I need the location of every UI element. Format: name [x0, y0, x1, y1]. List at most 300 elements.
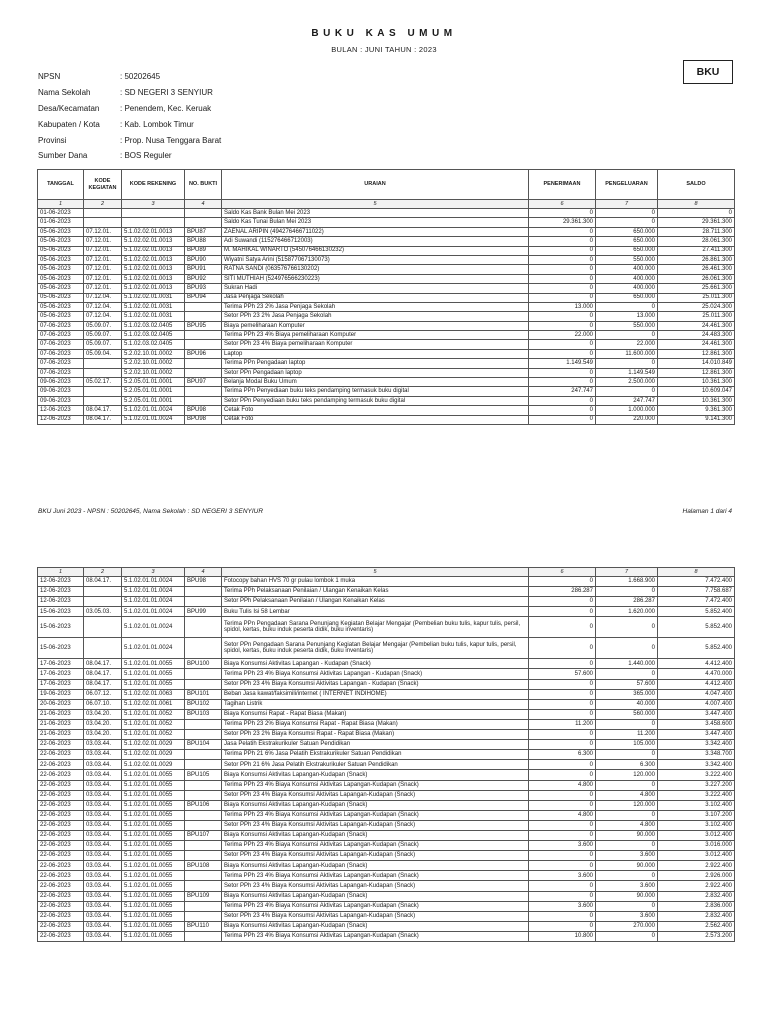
cell-balance: 7.472.400 — [658, 597, 735, 607]
cell-receipt-no — [185, 302, 222, 311]
cell-activity-code: 08.04.17. — [84, 415, 122, 424]
cell-description: Terima PPh 23 4% Biaya Konsumsi Aktivitas Lapangan - Kudapan (Snack) — [222, 669, 529, 679]
cell-activity-code: 03.03.44. — [84, 800, 122, 810]
cell-balance: 3.458.600 — [658, 719, 735, 729]
cell-description: Setor PPh 23 4% Biaya Konsumsi Aktivitas Lapangan-Kudapan (Snack) — [222, 790, 529, 800]
cell-receipt-no — [185, 331, 222, 340]
info-label: Sumber Dana — [38, 151, 88, 161]
table-row — [38, 790, 735, 800]
cell-receipt-no — [185, 638, 222, 659]
cell-expense: 3.600 — [596, 851, 658, 861]
cell-account-code — [122, 209, 185, 218]
cell-account-code: 5.1.02.01.01.0055 — [122, 669, 185, 679]
cell-balance: 2.922.400 — [658, 861, 735, 871]
cell-date: 12-06-2023 — [38, 415, 84, 424]
cell-description: Setor PPh 23 4% Biaya Konsumsi Aktivitas Lapangan - Kudapan (Snack) — [222, 679, 529, 689]
cell-description: Terima PPh 23 4% Biaya Konsumsi Aktivitas Lapangan-Kudapan (Snack) — [222, 901, 529, 911]
column-header: URAIAN — [222, 170, 529, 200]
cell-balance: 3.016.000 — [658, 841, 735, 851]
column-header: NO. BUKTI — [185, 170, 222, 200]
cell-receipt-no: BPU107 — [185, 830, 222, 840]
table-row — [38, 331, 735, 340]
cell-receipt: 4.800 — [529, 810, 596, 820]
table-row — [38, 597, 735, 607]
cell-receipt-no: BPU96 — [185, 349, 222, 358]
cell-expense: 0 — [596, 617, 658, 638]
cell-activity-code: 03.04.20. — [84, 709, 122, 719]
cell-balance: 12.861.300 — [658, 368, 735, 377]
cell-date: 15-06-2023 — [38, 638, 84, 659]
cell-date: 22-06-2023 — [38, 800, 84, 810]
cell-date: 22-06-2023 — [38, 901, 84, 911]
cell-balance: 2.562.400 — [658, 921, 735, 931]
cell-expense: 90.000 — [596, 861, 658, 871]
cell-account-code: 5.2.02.10.01.0002 — [122, 368, 185, 377]
cell-expense: 90.000 — [596, 830, 658, 840]
cell-date: 12-06-2023 — [38, 597, 84, 607]
table-row — [38, 881, 735, 891]
cell-activity-code: 08.04.17. — [84, 577, 122, 587]
cell-receipt: 247.747 — [529, 387, 596, 396]
cell-expense: 0 — [596, 331, 658, 340]
cell-activity-code: 03.03.44. — [84, 871, 122, 881]
table-row — [38, 800, 735, 810]
cell-receipt-no — [185, 368, 222, 377]
cell-receipt: 0 — [529, 597, 596, 607]
cell-activity-code: 05.09.07. — [84, 331, 122, 340]
cell-receipt-no — [185, 901, 222, 911]
cell-receipt-no: BPU103 — [185, 709, 222, 719]
table-row — [38, 312, 735, 321]
cell-activity-code: 03.03.44. — [84, 921, 122, 931]
cell-date: 07-06-2023 — [38, 321, 84, 330]
cell-description: Wiyatni Satya Arini (515877067130073) — [222, 255, 529, 264]
cell-description: Terima PPh 23 2% Biaya Konsumsi Rapat - Rapat Biasa (Makan) — [222, 719, 529, 729]
column-number: 7 — [596, 568, 658, 577]
info-row — [38, 101, 221, 117]
cell-expense: 11.200 — [596, 730, 658, 740]
table-row — [38, 415, 735, 424]
cell-expense: 1.440.000 — [596, 659, 658, 669]
cell-date: 22-06-2023 — [38, 830, 84, 840]
cell-expense: 0 — [596, 750, 658, 760]
cell-description: Terima PPh Pelaksanaan Penilaian / Ulangan Kenaikan Kelas — [222, 587, 529, 597]
cell-expense: 0 — [596, 218, 658, 227]
cell-description: Biaya Konsumsi Aktivitas Lapangan-Kudapan (Snack) — [222, 891, 529, 901]
column-number: 7 — [596, 200, 658, 209]
info-row — [38, 116, 221, 132]
cell-expense: 0 — [596, 587, 658, 597]
cell-balance: 3.227.200 — [658, 780, 735, 790]
cell-receipt: 0 — [529, 740, 596, 750]
cell-expense: 40.000 — [596, 699, 658, 709]
cell-description: Setor PPh Pelaksanaan Penilaian / Ulangan Kenaikan Kelas — [222, 597, 529, 607]
cell-receipt-no — [185, 597, 222, 607]
info-value: : Prop. Nusa Tenggara Barat — [120, 135, 222, 145]
cell-receipt-no: BPU94 — [185, 293, 222, 302]
cell-receipt: 57.600 — [529, 669, 596, 679]
cell-activity-code: 03.03.44. — [84, 891, 122, 901]
cell-receipt: 0 — [529, 911, 596, 921]
table-row — [38, 387, 735, 396]
cell-description: Biaya Konsumsi Rapat - Rapat Biasa (Makan) — [222, 709, 529, 719]
table-row — [38, 302, 735, 311]
cell-receipt-no — [185, 780, 222, 790]
cell-description: Setor PPh 23 4% Biaya pemeliharaan Komputer — [222, 340, 529, 349]
table-row — [38, 709, 735, 719]
cell-expense: 270.000 — [596, 921, 658, 931]
table-row — [38, 607, 735, 617]
cell-description: Terima PPn Pengadaan Sarana Penunjang Kegiatan Belajar Mengajar (Pembelian buku tulis, kapur tulis, persil, spidol, kertas, buku induk peserta didik, buku inventaris) — [222, 617, 529, 638]
cell-expense: 0 — [596, 638, 658, 659]
cell-description: Setor PPn Pengadaan Sarana Penunjang Kegiatan Belajar Mengajar (Pembelian buku tulis, kapur tulis, persil, spidol, kertas, buku induk peserta didik, buku inventaris) — [222, 638, 529, 659]
table-row — [38, 851, 735, 861]
info-row — [38, 85, 221, 101]
ledger-table-page-2 — [37, 567, 735, 942]
cell-description: Buku Tulis Isi 58 Lembar — [222, 607, 529, 617]
cell-account-code: 5.1.02.01.01.0055 — [122, 820, 185, 830]
cell-balance: 9.361.300 — [658, 406, 735, 415]
cell-date: 12-06-2023 — [38, 577, 84, 587]
cell-receipt-no: BPU101 — [185, 689, 222, 699]
cell-date: 22-06-2023 — [38, 931, 84, 941]
cell-receipt-no: BPU92 — [185, 274, 222, 283]
cell-receipt: 0 — [529, 378, 596, 387]
cell-receipt-no — [185, 790, 222, 800]
ledger-table-page-1 — [37, 169, 735, 425]
cell-receipt: 0 — [529, 638, 596, 659]
cell-balance: 5.852.400 — [658, 607, 735, 617]
cell-description: Terima PPh 23 2% Jasa Penjaga Sekolah — [222, 302, 529, 311]
cell-account-code: 5.1.02.01.01.0055 — [122, 891, 185, 901]
cell-balance: 27.411.300 — [658, 246, 735, 255]
cell-date: 01-06-2023 — [38, 218, 84, 227]
cell-expense: 400.000 — [596, 274, 658, 283]
cell-description: Jasa Penjaga Sekolah — [222, 293, 529, 302]
cell-account-code: 5.1.02.02.01.0063 — [122, 689, 185, 699]
cell-account-code: 5.1.02.02.01.0013 — [122, 284, 185, 293]
table-row — [38, 396, 735, 405]
document-title: BUKU KAS UMUM — [311, 28, 457, 39]
cell-expense: 1.668.900 — [596, 577, 658, 587]
cell-receipt-no: BPU97 — [185, 378, 222, 387]
cell-balance: 26.061.300 — [658, 274, 735, 283]
cell-date: 17-06-2023 — [38, 659, 84, 669]
cell-expense: 3.600 — [596, 881, 658, 891]
cell-account-code: 5.2.05.01.01.0001 — [122, 387, 185, 396]
cell-expense: 57.600 — [596, 679, 658, 689]
cell-receipt-no — [185, 760, 222, 770]
column-number: 2 — [84, 568, 122, 577]
cell-account-code: 5.2.02.10.01.0002 — [122, 349, 185, 358]
cell-activity-code — [84, 387, 122, 396]
cell-expense: 550.000 — [596, 321, 658, 330]
cell-description: Setor PPh 23 4% Biaya Konsumsi Aktivitas Lapangan-Kudapan (Snack) — [222, 851, 529, 861]
cell-account-code: 5.1.02.01.01.0055 — [122, 659, 185, 669]
cell-activity-code: 07.12.04. — [84, 302, 122, 311]
info-value: : BOS Reguler — [120, 151, 172, 161]
cell-account-code: 5.1.02.01.01.0055 — [122, 679, 185, 689]
table-row — [38, 841, 735, 851]
table-row — [38, 921, 735, 931]
cell-date: 01-06-2023 — [38, 209, 84, 218]
cell-description: Cetak Foto — [222, 406, 529, 415]
cell-activity-code — [84, 617, 122, 638]
cell-expense: 400.000 — [596, 284, 658, 293]
cell-expense: 0 — [596, 719, 658, 729]
cell-receipt-no — [185, 340, 222, 349]
cell-date: 05-06-2023 — [38, 265, 84, 274]
cell-date: 22-06-2023 — [38, 790, 84, 800]
cell-balance: 9.141.300 — [658, 415, 735, 424]
cell-date: 09-06-2023 — [38, 378, 84, 387]
cell-receipt: 0 — [529, 770, 596, 780]
cell-receipt-no — [185, 719, 222, 729]
cell-balance: 7.472.400 — [658, 577, 735, 587]
cell-activity-code: 07.12.04. — [84, 293, 122, 302]
cell-balance: 3.222.400 — [658, 790, 735, 800]
cell-expense: 0 — [596, 810, 658, 820]
cell-receipt: 0 — [529, 709, 596, 719]
cell-balance: 12.861.300 — [658, 349, 735, 358]
cell-expense: 13.000 — [596, 312, 658, 321]
cell-description: Setor PPh 21 6% Jasa Pelatih Ekstrakurikuler Satuan Pendidikan — [222, 760, 529, 770]
cell-activity-code — [84, 638, 122, 659]
cell-receipt: 0 — [529, 607, 596, 617]
column-header: PENERIMAAN — [529, 170, 596, 200]
cell-balance: 25.011.300 — [658, 293, 735, 302]
cell-receipt-no — [185, 669, 222, 679]
cell-account-code: 5.1.02.03.02.0405 — [122, 331, 185, 340]
cell-receipt: 0 — [529, 851, 596, 861]
document-subtitle: BULAN : JUNI TAHUN : 2023 — [331, 45, 437, 54]
cell-receipt: 6.300 — [529, 750, 596, 760]
cell-account-code: 5.1.02.02.01.0013 — [122, 265, 185, 274]
cell-expense: 0 — [596, 931, 658, 941]
cell-activity-code: 03.03.44. — [84, 820, 122, 830]
cell-account-code: 5.1.02.01.01.0024 — [122, 597, 185, 607]
cell-receipt: 0 — [529, 293, 596, 302]
column-number: 2 — [84, 200, 122, 209]
table-row — [38, 406, 735, 415]
cell-activity-code: 03.03.44. — [84, 790, 122, 800]
cell-activity-code — [84, 359, 122, 368]
cell-receipt-no — [185, 911, 222, 921]
cell-activity-code: 07.12.04. — [84, 312, 122, 321]
cell-account-code: 5.1.02.02.01.0029 — [122, 740, 185, 750]
cell-balance: 2.832.400 — [658, 911, 735, 921]
cell-account-code: 5.1.02.01.01.0055 — [122, 800, 185, 810]
table-header-row — [38, 170, 735, 200]
cell-account-code: 5.1.02.01.01.0052 — [122, 730, 185, 740]
cell-receipt-no — [185, 931, 222, 941]
cell-activity-code: 03.03.44. — [84, 750, 122, 760]
table-row — [38, 699, 735, 709]
column-number: 1 — [38, 568, 84, 577]
cell-receipt: 0 — [529, 730, 596, 740]
cell-account-code: 5.1.02.01.01.0024 — [122, 607, 185, 617]
cell-date: 19-06-2023 — [38, 689, 84, 699]
cell-balance: 26.861.300 — [658, 255, 735, 264]
cell-receipt-no — [185, 841, 222, 851]
cell-receipt-no: BPU102 — [185, 699, 222, 709]
column-number: 6 — [529, 568, 596, 577]
cell-account-code: 5.1.02.01.01.0055 — [122, 911, 185, 921]
cell-receipt-no: BPU98 — [185, 577, 222, 587]
cell-activity-code: 03.03.44. — [84, 740, 122, 750]
cell-balance: 10.361.300 — [658, 378, 735, 387]
table-row — [38, 349, 735, 358]
cell-description: Terima PPh 21 6% Jasa Pelatih Ekstrakurikuler Satuan Pendidikan — [222, 750, 529, 760]
cell-date: 17-06-2023 — [38, 669, 84, 679]
cell-balance: 4.412.400 — [658, 659, 735, 669]
cell-date: 05-06-2023 — [38, 293, 84, 302]
cell-receipt-no — [185, 851, 222, 861]
cell-date: 22-06-2023 — [38, 921, 84, 931]
column-number: 5 — [222, 200, 529, 209]
cell-date: 07-06-2023 — [38, 359, 84, 368]
cell-description: Beban Jasa kawat/faksimili/internet ( INTERNET INDIHOME) — [222, 689, 529, 699]
cell-date: 22-06-2023 — [38, 780, 84, 790]
cell-receipt: 1.149.549 — [529, 359, 596, 368]
table-row — [38, 780, 735, 790]
cell-activity-code — [84, 368, 122, 377]
cell-balance: 5.852.400 — [658, 638, 735, 659]
bku-badge: BKU — [683, 60, 733, 84]
cell-receipt-no: BPU98 — [185, 406, 222, 415]
column-number: 4 — [185, 568, 222, 577]
cell-expense: 3.600 — [596, 911, 658, 921]
cell-expense: 650.000 — [596, 246, 658, 255]
cell-account-code: 5.1.02.01.01.0055 — [122, 780, 185, 790]
cell-date: 21-06-2023 — [38, 719, 84, 729]
cell-activity-code: 07.12.01. — [84, 227, 122, 236]
cell-description: Terima PPh 23 4% Biaya Konsumsi Aktivitas Lapangan-Kudapan (Snack) — [222, 841, 529, 851]
cell-receipt: 0 — [529, 340, 596, 349]
info-value: : SD NEGERI 3 SENYIUR — [120, 88, 213, 98]
cell-activity-code: 07.12.01. — [84, 265, 122, 274]
cell-balance: 28.711.300 — [658, 227, 735, 236]
table-row — [38, 689, 735, 699]
cell-date: 22-06-2023 — [38, 881, 84, 891]
cell-balance: 2.926.000 — [658, 871, 735, 881]
cell-date: 15-06-2023 — [38, 607, 84, 617]
cell-receipt-no: BPU88 — [185, 237, 222, 246]
table-row — [38, 638, 735, 659]
cell-balance: 2.832.400 — [658, 891, 735, 901]
cell-account-code: 5.1.02.02.01.0013 — [122, 237, 185, 246]
info-value: : Penendem, Kec. Keruak — [120, 103, 212, 113]
column-number: 5 — [222, 568, 529, 577]
cell-expense: 0 — [596, 871, 658, 881]
cell-balance: 14.010.849 — [658, 359, 735, 368]
cell-balance: 24.461.300 — [658, 321, 735, 330]
cell-date: 07-06-2023 — [38, 349, 84, 358]
table-row — [38, 719, 735, 729]
cell-receipt: 0 — [529, 209, 596, 218]
table-row — [38, 760, 735, 770]
cell-date: 05-06-2023 — [38, 237, 84, 246]
table-row — [38, 679, 735, 689]
cell-description: Biaya Konsumsi Aktivitas Lapangan-Kudapan (Snack) — [222, 800, 529, 810]
cell-receipt: 0 — [529, 227, 596, 236]
cell-account-code: 5.2.05.01.01.0001 — [122, 396, 185, 405]
info-label: NPSN — [38, 72, 61, 82]
cell-description: Laptop — [222, 349, 529, 358]
cell-account-code: 5.1.02.02.01.0013 — [122, 274, 185, 283]
cell-date: 22-06-2023 — [38, 770, 84, 780]
cell-receipt: 0 — [529, 415, 596, 424]
cell-expense: 560.000 — [596, 709, 658, 719]
cell-receipt-no — [185, 750, 222, 760]
cell-receipt-no: BPU89 — [185, 246, 222, 255]
cell-receipt-no — [185, 587, 222, 597]
cell-balance: 2.836.000 — [658, 901, 735, 911]
cell-receipt-no: BPU110 — [185, 921, 222, 931]
cell-activity-code: 07.12.01. — [84, 274, 122, 283]
cell-receipt-no — [185, 679, 222, 689]
column-number: 1 — [38, 200, 84, 209]
cell-account-code: 5.1.02.01.01.0055 — [122, 851, 185, 861]
cell-description: Belanja Modal Buku Umum — [222, 378, 529, 387]
cell-receipt: 0 — [529, 830, 596, 840]
cell-balance: 28.061.300 — [658, 237, 735, 246]
cell-description: Biaya Konsumsi Aktivitas Lapangan-Kudapan (Snack) — [222, 921, 529, 931]
cell-balance: 3.012.400 — [658, 830, 735, 840]
cell-activity-code: 03.03.44. — [84, 861, 122, 871]
cell-date: 21-06-2023 — [38, 709, 84, 719]
info-value: : Kab. Lombok Timur — [120, 119, 194, 129]
column-number: 8 — [658, 200, 735, 209]
school-info — [38, 69, 221, 164]
cell-date: 05-06-2023 — [38, 312, 84, 321]
cell-description: SITI MUTHIAH (524976566230223) — [222, 274, 529, 283]
cell-balance: 10.361.300 — [658, 396, 735, 405]
cell-description: Terima PPh 23 4% Biaya Konsumsi Aktivitas Lapangan-Kudapan (Snack) — [222, 931, 529, 941]
cell-account-code: 5.1.02.01.01.0055 — [122, 931, 185, 941]
table-row — [38, 340, 735, 349]
table-row — [38, 255, 735, 264]
cell-account-code: 5.1.02.01.01.0055 — [122, 921, 185, 931]
cell-receipt: 0 — [529, 577, 596, 587]
table-row — [38, 265, 735, 274]
cell-expense: 0 — [596, 209, 658, 218]
table-row — [38, 359, 735, 368]
table-row — [38, 617, 735, 638]
cell-expense: 0 — [596, 359, 658, 368]
cell-description: Terima PPn Pengadaan laptop — [222, 359, 529, 368]
cell-receipt: 3.600 — [529, 871, 596, 881]
cell-receipt-no — [185, 871, 222, 881]
cell-activity-code: 07.12.01. — [84, 284, 122, 293]
cell-account-code: 5.1.02.02.01.0031 — [122, 302, 185, 311]
cell-receipt: 0 — [529, 255, 596, 264]
table-row — [38, 378, 735, 387]
cell-activity-code: 05.02.17. — [84, 378, 122, 387]
cell-activity-code: 07.12.01. — [84, 237, 122, 246]
cell-date: 20-06-2023 — [38, 699, 84, 709]
cell-expense: 0 — [596, 669, 658, 679]
column-number: 6 — [529, 200, 596, 209]
cell-receipt: 0 — [529, 284, 596, 293]
cell-receipt-no: BPU93 — [185, 284, 222, 293]
cell-description: Sukran Hadi — [222, 284, 529, 293]
cell-receipt: 0 — [529, 760, 596, 770]
cell-balance: 3.102.400 — [658, 820, 735, 830]
info-label: Provinsi — [38, 135, 67, 145]
cell-date: 17-06-2023 — [38, 679, 84, 689]
cell-date: 22-06-2023 — [38, 861, 84, 871]
